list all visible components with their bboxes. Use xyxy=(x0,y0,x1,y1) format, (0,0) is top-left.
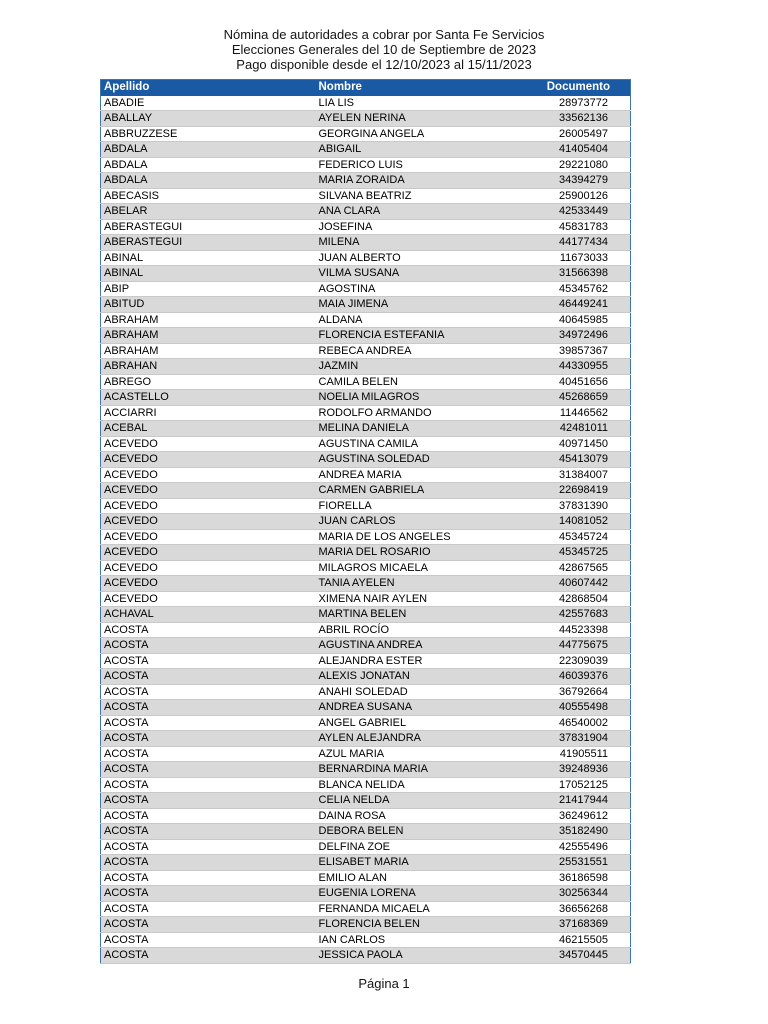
table-row xyxy=(101,405,631,421)
cell-apellido: ACOSTA xyxy=(101,824,316,840)
cell-apellido: ABDALA xyxy=(101,157,316,173)
table-row xyxy=(101,932,631,948)
cell-nombre: DELFINA ZOE xyxy=(316,839,521,855)
cell-apellido: ABIP xyxy=(101,281,316,297)
cell-apellido: ACASTELLO xyxy=(101,390,316,406)
cell-documento: 34972496 xyxy=(521,328,631,344)
cell-nombre: CELIA NELDA xyxy=(316,793,521,809)
table-row xyxy=(101,390,631,406)
cell-documento: 46215505 xyxy=(521,932,631,948)
cell-documento: 40451656 xyxy=(521,374,631,390)
cell-apellido: ACOSTA xyxy=(101,793,316,809)
table-row xyxy=(101,591,631,607)
cell-documento: 42481011 xyxy=(521,421,631,437)
cell-nombre: NOELIA MILAGROS xyxy=(316,390,521,406)
cell-apellido: ABERASTEGUI xyxy=(101,235,316,251)
table-row xyxy=(101,157,631,173)
table-body xyxy=(101,96,631,964)
cell-nombre: DEBORA BELEN xyxy=(316,824,521,840)
column-header-nombre: Nombre xyxy=(316,80,521,96)
authorities-table xyxy=(100,79,631,964)
cell-nombre: ANAHI SOLEDAD xyxy=(316,684,521,700)
cell-documento: 37831904 xyxy=(521,731,631,747)
column-header-documento: Documento xyxy=(521,80,631,96)
table-row xyxy=(101,545,631,561)
cell-nombre: LIA LIS xyxy=(316,96,521,111)
cell-nombre: AGUSTINA ANDREA xyxy=(316,638,521,654)
table-row xyxy=(101,746,631,762)
cell-documento: 35182490 xyxy=(521,824,631,840)
cell-documento: 22698419 xyxy=(521,483,631,499)
cell-nombre: MARIA DE LOS ANGELES xyxy=(316,529,521,545)
cell-apellido: ABINAL xyxy=(101,266,316,282)
cell-apellido: ACOSTA xyxy=(101,684,316,700)
title-line-1: Nómina de autoridades a cobrar por Santa Fe Servicios xyxy=(223,27,545,42)
table-row xyxy=(101,204,631,220)
cell-nombre: ALEXIS JONATAN xyxy=(316,669,521,685)
cell-nombre: ABRIL ROCÍO xyxy=(316,622,521,638)
table-row xyxy=(101,560,631,576)
cell-documento: 40645985 xyxy=(521,312,631,328)
cell-documento: 25531551 xyxy=(521,855,631,871)
cell-documento: 37168369 xyxy=(521,917,631,933)
table-row xyxy=(101,669,631,685)
cell-nombre: IAN CARLOS xyxy=(316,932,521,948)
cell-documento: 45345762 xyxy=(521,281,631,297)
table-row xyxy=(101,281,631,297)
cell-documento: 44330955 xyxy=(521,359,631,375)
cell-nombre: MILAGROS MICAELA xyxy=(316,560,521,576)
cell-apellido: ACEVEDO xyxy=(101,529,316,545)
table-row xyxy=(101,793,631,809)
cell-apellido: ACOSTA xyxy=(101,669,316,685)
cell-apellido: ACOSTA xyxy=(101,731,316,747)
cell-apellido: ACOSTA xyxy=(101,700,316,716)
cell-nombre: XIMENA NAIR AYLEN xyxy=(316,591,521,607)
column-header-apellido: Apellido xyxy=(101,80,316,96)
cell-nombre: ANDREA MARIA xyxy=(316,467,521,483)
cell-apellido: ABDALA xyxy=(101,142,316,158)
cell-documento: 37831390 xyxy=(521,498,631,514)
table-row xyxy=(101,328,631,344)
cell-documento: 42557683 xyxy=(521,607,631,623)
cell-documento: 29221080 xyxy=(521,157,631,173)
cell-nombre: AZUL MARIA xyxy=(316,746,521,762)
cell-nombre: MELINA DANIELA xyxy=(316,421,521,437)
cell-apellido: ACEVEDO xyxy=(101,467,316,483)
cell-nombre: AGUSTINA CAMILA xyxy=(316,436,521,452)
cell-documento: 42555496 xyxy=(521,839,631,855)
table-row xyxy=(101,343,631,359)
cell-documento: 42867565 xyxy=(521,560,631,576)
cell-apellido: ACOSTA xyxy=(101,839,316,855)
table-row xyxy=(101,622,631,638)
cell-documento: 44177434 xyxy=(521,235,631,251)
cell-documento: 41405404 xyxy=(521,142,631,158)
cell-apellido: ACOSTA xyxy=(101,777,316,793)
cell-nombre: ELISABET MARIA xyxy=(316,855,521,871)
cell-documento: 46449241 xyxy=(521,297,631,313)
cell-apellido: ACOSTA xyxy=(101,870,316,886)
cell-documento: 26005497 xyxy=(521,126,631,142)
title-line-2: Elecciones Generales del 10 de Septiembre de 2023 xyxy=(231,42,537,57)
table-row xyxy=(101,839,631,855)
cell-nombre: CARMEN GABRIELA xyxy=(316,483,521,499)
cell-apellido: ABBRUZZESE xyxy=(101,126,316,142)
cell-documento: 22309039 xyxy=(521,653,631,669)
table-row xyxy=(101,731,631,747)
cell-apellido: ACEVEDO xyxy=(101,591,316,607)
table-row xyxy=(101,715,631,731)
cell-nombre: SILVANA BEATRIZ xyxy=(316,188,521,204)
cell-apellido: ACEVEDO xyxy=(101,452,316,468)
table-row xyxy=(101,529,631,545)
cell-nombre: MILENA xyxy=(316,235,521,251)
title-line-3: Pago disponible desde el 12/10/2023 al 15/11/2023 xyxy=(236,57,532,72)
cell-nombre: AYELEN NERINA xyxy=(316,111,521,127)
table-row xyxy=(101,700,631,716)
cell-documento: 36186598 xyxy=(521,870,631,886)
table-row xyxy=(101,855,631,871)
cell-apellido: ACOSTA xyxy=(101,622,316,638)
table-row xyxy=(101,235,631,251)
cell-documento: 46039376 xyxy=(521,669,631,685)
cell-apellido: ABERASTEGUI xyxy=(101,219,316,235)
cell-apellido: ABADIE xyxy=(101,96,316,111)
table-row xyxy=(101,777,631,793)
cell-nombre: FLORENCIA ESTEFANIA xyxy=(316,328,521,344)
cell-documento: 42533449 xyxy=(521,204,631,220)
cell-apellido: ACEBAL xyxy=(101,421,316,437)
cell-apellido: ABITUD xyxy=(101,297,316,313)
cell-nombre: RODOLFO ARMANDO xyxy=(316,405,521,421)
cell-nombre: JOSEFINA xyxy=(316,219,521,235)
table-row xyxy=(101,126,631,142)
cell-nombre: JESSICA PAOLA xyxy=(316,948,521,964)
cell-apellido: ACEVEDO xyxy=(101,498,316,514)
table-row xyxy=(101,870,631,886)
cell-apellido: ABRAHAN xyxy=(101,359,316,375)
cell-documento: 30256344 xyxy=(521,886,631,902)
cell-apellido: ABINAL xyxy=(101,250,316,266)
table-row xyxy=(101,111,631,127)
cell-apellido: ACOSTA xyxy=(101,901,316,917)
cell-documento: 14081052 xyxy=(521,514,631,530)
table-row xyxy=(101,467,631,483)
cell-apellido: ACHAVAL xyxy=(101,607,316,623)
cell-apellido: ACCIARRI xyxy=(101,405,316,421)
cell-nombre: TANIA AYELEN xyxy=(316,576,521,592)
table-row xyxy=(101,173,631,189)
cell-nombre: MAIA JIMENA xyxy=(316,297,521,313)
table-row xyxy=(101,824,631,840)
cell-nombre: FIORELLA xyxy=(316,498,521,514)
cell-documento: 36792664 xyxy=(521,684,631,700)
cell-documento: 40555498 xyxy=(521,700,631,716)
cell-documento: 46540002 xyxy=(521,715,631,731)
table-row xyxy=(101,359,631,375)
cell-apellido: ACOSTA xyxy=(101,886,316,902)
cell-apellido: ABREGO xyxy=(101,374,316,390)
table-row xyxy=(101,808,631,824)
cell-nombre: BLANCA NELIDA xyxy=(316,777,521,793)
cell-nombre: JAZMIN xyxy=(316,359,521,375)
table-row xyxy=(101,96,631,111)
cell-documento: 36249612 xyxy=(521,808,631,824)
cell-nombre: MARTINA BELEN xyxy=(316,607,521,623)
cell-apellido: ACEVEDO xyxy=(101,483,316,499)
table-row xyxy=(101,653,631,669)
table-row xyxy=(101,483,631,499)
cell-apellido: ACOSTA xyxy=(101,762,316,778)
cell-apellido: ACEVEDO xyxy=(101,436,316,452)
cell-nombre: MARIA DEL ROSARIO xyxy=(316,545,521,561)
cell-documento: 42868504 xyxy=(521,591,631,607)
cell-documento: 40971450 xyxy=(521,436,631,452)
cell-nombre: JUAN CARLOS xyxy=(316,514,521,530)
cell-documento: 21417944 xyxy=(521,793,631,809)
cell-nombre: REBECA ANDREA xyxy=(316,343,521,359)
document-title xyxy=(0,27,768,72)
cell-documento: 44775675 xyxy=(521,638,631,654)
table-row xyxy=(101,421,631,437)
cell-documento: 45345725 xyxy=(521,545,631,561)
cell-nombre: ANDREA SUSANA xyxy=(316,700,521,716)
cell-apellido: ABELAR xyxy=(101,204,316,220)
cell-apellido: ACEVEDO xyxy=(101,560,316,576)
cell-apellido: ABECASIS xyxy=(101,188,316,204)
table-row xyxy=(101,266,631,282)
cell-apellido: ACEVEDO xyxy=(101,545,316,561)
cell-nombre: DAINA ROSA xyxy=(316,808,521,824)
table-row xyxy=(101,514,631,530)
cell-apellido: ABDALA xyxy=(101,173,316,189)
cell-apellido: ACOSTA xyxy=(101,808,316,824)
table-row xyxy=(101,576,631,592)
cell-apellido: ACOSTA xyxy=(101,948,316,964)
cell-documento: 31384007 xyxy=(521,467,631,483)
table-row xyxy=(101,886,631,902)
table-row xyxy=(101,917,631,933)
cell-nombre: VILMA SUSANA xyxy=(316,266,521,282)
cell-apellido: ACOSTA xyxy=(101,855,316,871)
cell-nombre: BERNARDINA MARIA xyxy=(316,762,521,778)
table-row xyxy=(101,436,631,452)
cell-documento: 44523398 xyxy=(521,622,631,638)
cell-apellido: ACEVEDO xyxy=(101,576,316,592)
table-row xyxy=(101,374,631,390)
cell-apellido: ACOSTA xyxy=(101,715,316,731)
cell-nombre: ALEJANDRA ESTER xyxy=(316,653,521,669)
table-row xyxy=(101,762,631,778)
cell-documento: 41905511 xyxy=(521,746,631,762)
cell-documento: 45268659 xyxy=(521,390,631,406)
table-row xyxy=(101,297,631,313)
table-header-row xyxy=(101,80,631,96)
table-row xyxy=(101,250,631,266)
cell-documento: 28973772 xyxy=(521,96,631,111)
cell-nombre: MARIA ZORAIDA xyxy=(316,173,521,189)
table-row xyxy=(101,901,631,917)
cell-apellido: ABRAHAM xyxy=(101,312,316,328)
cell-apellido: ACOSTA xyxy=(101,638,316,654)
cell-documento: 33562136 xyxy=(521,111,631,127)
cell-documento: 39857367 xyxy=(521,343,631,359)
cell-documento: 11673033 xyxy=(521,250,631,266)
cell-nombre: GEORGINA ANGELA xyxy=(316,126,521,142)
table-row xyxy=(101,219,631,235)
table-row xyxy=(101,948,631,964)
cell-nombre: ABIGAIL xyxy=(316,142,521,158)
cell-nombre: AGOSTINA xyxy=(316,281,521,297)
table-row xyxy=(101,452,631,468)
table-row xyxy=(101,638,631,654)
cell-nombre: AGUSTINA SOLEDAD xyxy=(316,452,521,468)
cell-documento: 45345724 xyxy=(521,529,631,545)
cell-nombre: FERNANDA MICAELA xyxy=(316,901,521,917)
table-row xyxy=(101,607,631,623)
table-row xyxy=(101,498,631,514)
cell-nombre: FEDERICO LUIS xyxy=(316,157,521,173)
cell-documento: 31566398 xyxy=(521,266,631,282)
cell-apellido: ACOSTA xyxy=(101,932,316,948)
cell-documento: 40607442 xyxy=(521,576,631,592)
cell-documento: 17052125 xyxy=(521,777,631,793)
table-row xyxy=(101,188,631,204)
cell-nombre: AYLEN ALEJANDRA xyxy=(316,731,521,747)
cell-documento: 25900126 xyxy=(521,188,631,204)
cell-apellido: ABRAHAM xyxy=(101,328,316,344)
cell-nombre: ANA CLARA xyxy=(316,204,521,220)
page-number: Página 1 xyxy=(358,976,410,991)
cell-documento: 36656268 xyxy=(521,901,631,917)
cell-nombre: JUAN ALBERTO xyxy=(316,250,521,266)
cell-nombre: FLORENCIA BELEN xyxy=(316,917,521,933)
cell-documento: 34570445 xyxy=(521,948,631,964)
cell-documento: 45413079 xyxy=(521,452,631,468)
cell-apellido: ABALLAY xyxy=(101,111,316,127)
table-row xyxy=(101,312,631,328)
cell-nombre: EMILIO ALAN xyxy=(316,870,521,886)
cell-nombre: ALDANA xyxy=(316,312,521,328)
cell-nombre: EUGENIA LORENA xyxy=(316,886,521,902)
cell-apellido: ACOSTA xyxy=(101,653,316,669)
cell-nombre: CAMILA BELEN xyxy=(316,374,521,390)
cell-apellido: ABRAHAM xyxy=(101,343,316,359)
cell-documento: 39248936 xyxy=(521,762,631,778)
cell-apellido: ACOSTA xyxy=(101,746,316,762)
cell-apellido: ACEVEDO xyxy=(101,514,316,530)
table-row xyxy=(101,142,631,158)
cell-nombre: ANGEL GABRIEL xyxy=(316,715,521,731)
cell-documento: 45831783 xyxy=(521,219,631,235)
table-row xyxy=(101,684,631,700)
cell-apellido: ACOSTA xyxy=(101,917,316,933)
cell-documento: 34394279 xyxy=(521,173,631,189)
cell-documento: 11446562 xyxy=(521,405,631,421)
